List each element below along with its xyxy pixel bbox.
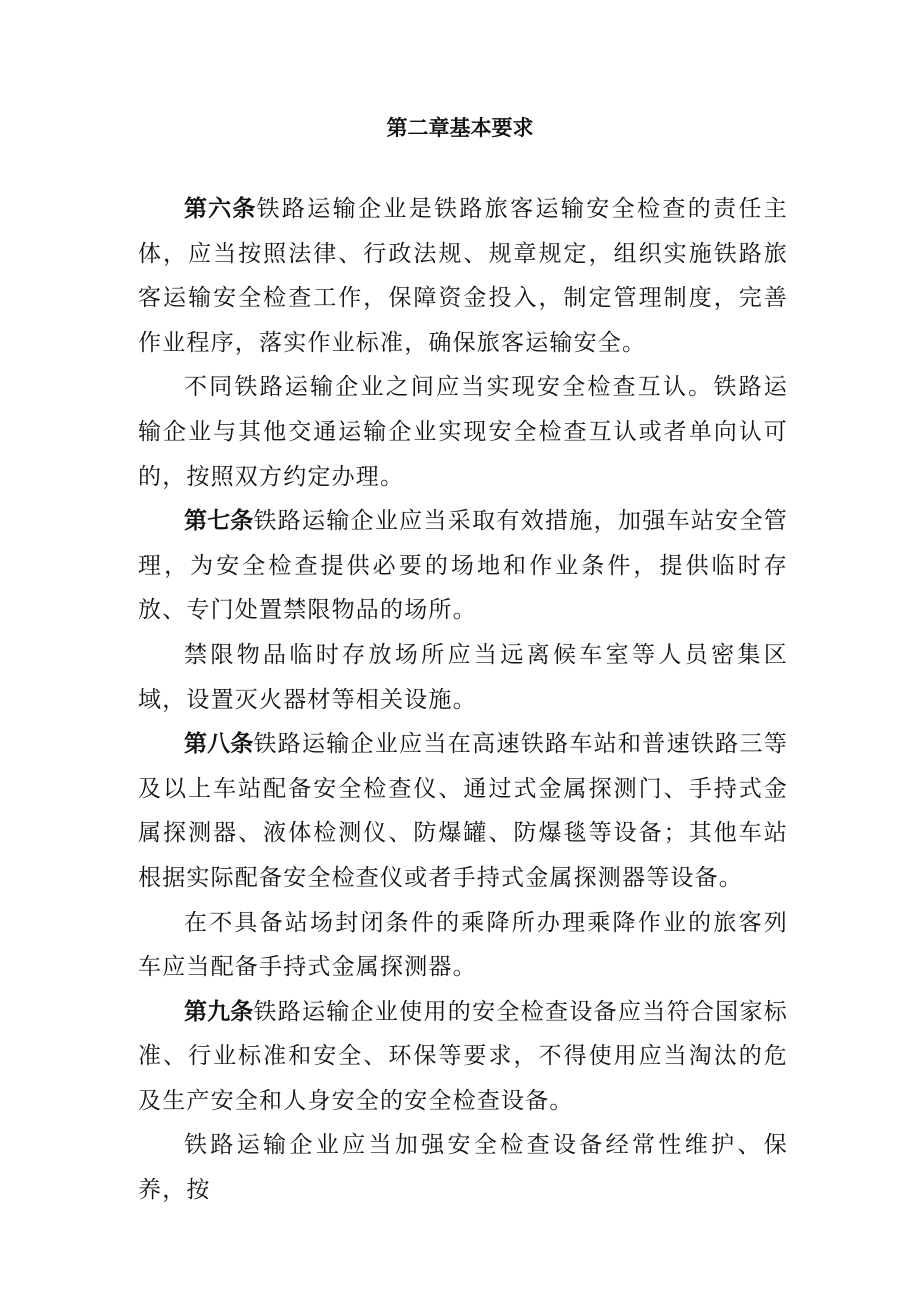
chapter-title: 第二章基本要求 (386, 116, 534, 140)
paragraph-article-8 (138, 722, 788, 900)
article-number: 第八条 (184, 731, 254, 758)
paragraph-article-6-clause-2 (138, 365, 788, 499)
article-number: 第九条 (184, 998, 254, 1025)
paragraph-text: 在不具备站场封闭条件的乘降所办理乘降作业的旅客列车应当配备手持式金属探测器。 (138, 909, 788, 981)
article-number: 第六条 (184, 196, 257, 222)
paragraph-article-9-clause-2 (138, 1123, 788, 1212)
paragraph-text: 铁路运输企业使用的安全检查设备应当符合国家标准、行业标准和安全、环保等要求，不得使用应当淘汰的危及生产安全和人身安全的安全检查设备。 (138, 998, 788, 1114)
paragraph-article-9 (138, 990, 788, 1124)
paragraph-text: 铁路运输企业应当在高速铁路车站和普速铁路三等及以上车站配备安全检查仪、通过式金属探测门、手持式金属探测器、液体检测仪、防爆罐、防爆毯等设备；其他车站根据实际配备安全检查仪或者手持式金属探测器等设备。 (138, 731, 788, 891)
paragraph-article-8-clause-2 (138, 901, 788, 990)
document-body (138, 187, 788, 1213)
paragraph-text: 禁限物品临时存放场所应当远离候车室等人员密集区域，设置灭火器材等相关设施。 (138, 641, 788, 713)
paragraph-text: 不同铁路运输企业之间应当实现安全检查互认。铁路运输企业与其他交通运输企业实现安全检查互认或者单向认可的，按照双方约定办理。 (138, 374, 788, 490)
article-number: 第七条 (184, 508, 254, 535)
paragraph-article-7 (138, 499, 788, 633)
paragraph-text: 铁路运输企业应当加强安全检查设备经常性维护、保养，按 (138, 1132, 788, 1204)
paragraph-text: 铁路运输企业应当采取有效措施，加强车站安全管理，为安全检查提供必要的场地和作业条件，提供临时存放、专门处置禁限物品的场所。 (138, 508, 788, 624)
paragraph-article-6 (138, 187, 788, 365)
paragraph-text: 铁路运输企业是铁路旅客运输安全检查的责任主体，应当按照法律、行政法规、规章规定，组织实施铁路旅客运输安全检查工作，保障资金投入，制定管理制度，完善作业程序，落实作业标准，确保旅客运输安全。 (138, 196, 789, 356)
paragraph-article-7-clause-2 (138, 633, 788, 722)
